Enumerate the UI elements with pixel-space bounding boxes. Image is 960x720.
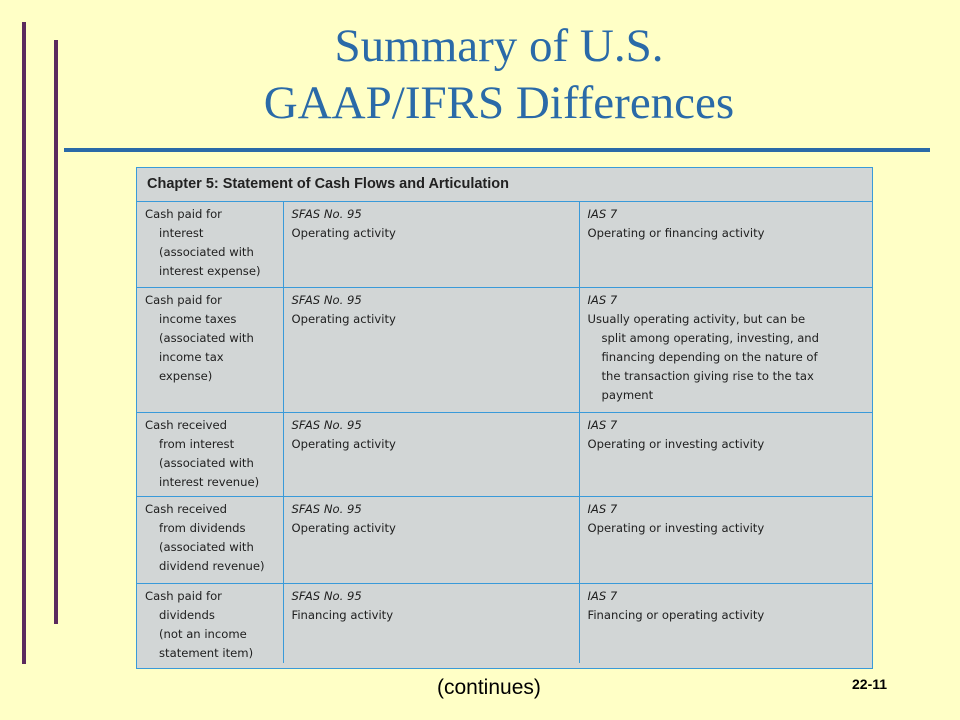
table-row	[137, 583, 872, 663]
item-line: (associated with	[159, 539, 254, 554]
left-accent-bar-inner	[54, 40, 58, 624]
us-gaap-cell	[283, 496, 579, 583]
table-row	[137, 287, 872, 412]
us-gaap-standard: SFAS No. 95	[291, 588, 362, 603]
differences-grid	[137, 202, 872, 663]
item-line: income taxes	[159, 311, 237, 326]
item-line: income tax	[159, 349, 224, 364]
table-row	[137, 202, 872, 287]
ifrs-treatment: Financing or operating activity	[587, 607, 765, 622]
item-line: Cash paid for	[145, 588, 222, 603]
item-line: Cash received	[145, 501, 227, 516]
item-cell	[137, 412, 283, 496]
item-line: interest revenue)	[159, 474, 260, 489]
table-row	[137, 496, 872, 583]
us-gaap-treatment: Financing activity	[291, 607, 394, 622]
item-line: expense)	[159, 368, 213, 383]
us-gaap-cell	[283, 287, 579, 412]
table-row	[137, 412, 872, 496]
item-cell	[137, 583, 283, 663]
ifrs-treatment: financing depending on the nature of	[601, 349, 818, 364]
item-line: (associated with	[159, 455, 254, 470]
ifrs-standard: IAS 7	[587, 417, 618, 432]
ifrs-treatment: Operating or financing activity	[587, 226, 765, 240]
ifrs-cell	[579, 412, 872, 496]
us-gaap-cell	[283, 202, 579, 287]
item-line: (associated with	[159, 245, 254, 259]
ifrs-treatment: Operating or investing activity	[587, 436, 765, 451]
title-line-2: GAAP/IFRS Differences	[263, 77, 735, 129]
ifrs-standard: IAS 7	[587, 588, 618, 603]
item-line: dividends	[159, 607, 215, 622]
ifrs-cell	[579, 496, 872, 583]
ifrs-standard: IAS 7	[587, 207, 618, 221]
title-line-1: Summary of U.S.	[334, 20, 664, 72]
ifrs-cell	[579, 202, 872, 287]
us-gaap-standard: SFAS No. 95	[291, 207, 362, 221]
us-gaap-treatment: Operating activity	[291, 520, 396, 535]
item-line: Cash received	[145, 417, 227, 432]
item-line: Cash paid for	[145, 292, 222, 307]
item-line: from interest	[159, 436, 235, 451]
page-number: 22-11	[852, 676, 888, 692]
item-cell	[137, 287, 283, 412]
title-underline	[64, 148, 930, 152]
us-gaap-cell	[283, 583, 579, 663]
item-line: from dividends	[159, 520, 246, 535]
left-accent-bar-outer	[22, 22, 26, 664]
us-gaap-standard: SFAS No. 95	[291, 292, 362, 307]
item-line: Cash paid for	[145, 207, 222, 221]
us-gaap-standard: SFAS No. 95	[291, 417, 362, 432]
item-line: dividend revenue)	[159, 558, 265, 573]
item-cell	[137, 202, 283, 287]
item-line: interest	[159, 226, 204, 240]
ifrs-treatment: payment	[601, 387, 654, 402]
ifrs-standard: IAS 7	[587, 501, 618, 516]
ifrs-treatment: Usually operating activity, but can be	[587, 311, 806, 326]
continues-label: (continues)	[437, 676, 541, 699]
chapter-heading: Chapter 5: Statement of Cash Flows and Articulation	[137, 168, 872, 202]
item-cell	[137, 496, 283, 583]
item-line: interest expense)	[159, 264, 261, 278]
us-gaap-treatment: Operating activity	[291, 226, 396, 240]
item-line: statement item)	[159, 645, 254, 660]
us-gaap-standard: SFAS No. 95	[291, 501, 362, 516]
us-gaap-cell	[283, 412, 579, 496]
slide-title	[90, 18, 908, 132]
ifrs-treatment: the transaction giving rise to the tax	[601, 368, 814, 383]
us-gaap-treatment: Operating activity	[291, 436, 396, 451]
item-line: (associated with	[159, 330, 254, 345]
us-gaap-treatment: Operating activity	[291, 311, 396, 326]
ifrs-cell	[579, 287, 872, 412]
ifrs-treatment: split among operating, investing, and	[601, 330, 820, 345]
differences-table	[136, 167, 873, 669]
ifrs-cell	[579, 583, 872, 663]
item-line: (not an income	[159, 626, 247, 641]
ifrs-standard: IAS 7	[587, 292, 618, 307]
ifrs-treatment: Operating or investing activity	[587, 520, 765, 535]
